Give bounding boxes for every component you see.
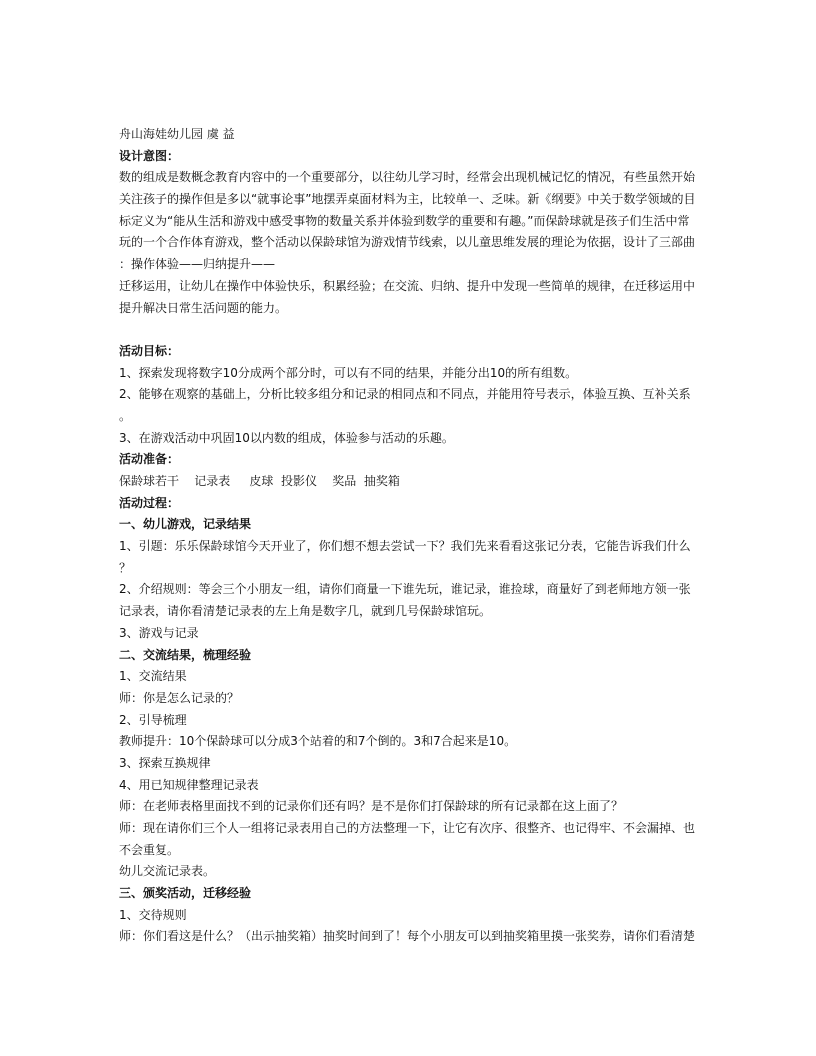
process-line: 1、引题：乐乐保龄球馆今天开业了，你们想不想去尝试一下？我们先来看看这张记分表，它能告诉我们什么 [119,539,691,554]
process-line: ？ [119,560,132,575]
author-line: 舟山海娃幼儿园 虞 益 [119,127,235,141]
process-line: 师：现在请你们三个人一组将记录表用自己的方法整理一下，让它有次序、很整齐、也记得牢、不会漏掉、也 [119,821,696,835]
prep-line: 保龄球若干 记录表 皮球 投影仪 奖品 抽奖箱 [119,474,400,488]
process-line: 4、用已知规律整理记录表 [119,777,259,792]
process-line: 3、游戏与记录 [119,625,199,640]
section-title: 二、交流结果，梳理经验 [119,647,252,662]
process-line: 2、引导梳理 [119,712,187,727]
paragraph-line: 玩的一个合作体育游戏，整个活动以保龄球馆为游戏情节线索，以儿童思维发展的理论为依据，设计了三部曲 [119,235,696,250]
goals-heading: 活动目标： [119,343,180,358]
blank-line [119,319,699,341]
goal-line: 1、探索发现将数字10分成两个部分时，可以有不同的结果，并能分出10的所有组数。 [119,365,578,380]
process-line: 师：你们看这是什么？（出示抽奖箱）抽奖时间到了！每个小朋友可以到抽奖箱里摸一张奖券，请你们看清楚 [119,929,696,944]
paragraph-line: 数的组成是数概念教育内容中的一个重要部分，以往幼儿学习时，经常会出现机械记忆的情况，有些虽然开始 [119,170,696,185]
process-line: 教师提升：10个保龄球可以分成3个站着的和7个倒的。3和7合起来是10。 [119,734,517,749]
section-title: 一、幼儿游戏，记录结果 [119,517,252,532]
goal-line: 2、能够在观察的基础上，分析比较多组分和记录的相同点和不同点，并能用符号表示，体验互换、互补关系 [119,387,691,402]
paragraph-line: 迁移运用，让幼儿在操作中体验快乐，积累经验；在交流、归纳、提升中发现一些简单的规律，在迁移运用中 [119,278,696,293]
goal-line: 。 [119,408,132,423]
process-line: 记录表，请你看清楚记录表的左上角是数字几，就到几号保龄球馆玩。 [119,604,492,619]
process-line: 不会重复。 [119,842,180,857]
process-line: 幼儿交流记录表。 [119,864,216,879]
process-line: 1、交待规则 [119,907,187,922]
process-line: 2、介绍规则：等会三个小朋友一组，请你们商量一下谁先玩，谁记录，谁捡球，商量好了到老师地方领一张 [119,582,691,597]
document-body [119,124,699,948]
design-intent-heading: 设计意图： [119,148,180,163]
process-heading: 活动过程： [119,495,180,510]
paragraph-line: ：操作体验——归纳提升—— [119,257,276,272]
process-line: 师：在老师表格里面找不到的记录你们还有吗？是不是你们打保龄球的所有记录都在这上面了？ [119,799,624,814]
goal-line: 3、在游戏活动中巩固10以内数的组成，体验参与活动的乐趣。 [119,430,454,445]
paragraph-line: 提升解决日常生活问题的能力。 [119,300,288,315]
paragraph-line: 关注孩子的操作但是多以“就事论事”地摆弄桌面材料为主，比较单一、乏味。新《纲要》中关于数学领域的目 [119,192,696,207]
process-line: 1、交流结果 [119,669,187,684]
prep-heading: 活动准备： [119,452,180,467]
process-line: 3、探索互换规律 [119,755,211,770]
paragraph-line: 标定义为“能从生活和游戏中感受事物的数量关系并体验到数学的重要和有趣。”而保龄球就是孩子们生活中常 [119,213,690,228]
section-title: 三、颁奖活动，迁移经验 [119,886,252,901]
process-line: 师：你是怎么记录的？ [119,690,240,705]
